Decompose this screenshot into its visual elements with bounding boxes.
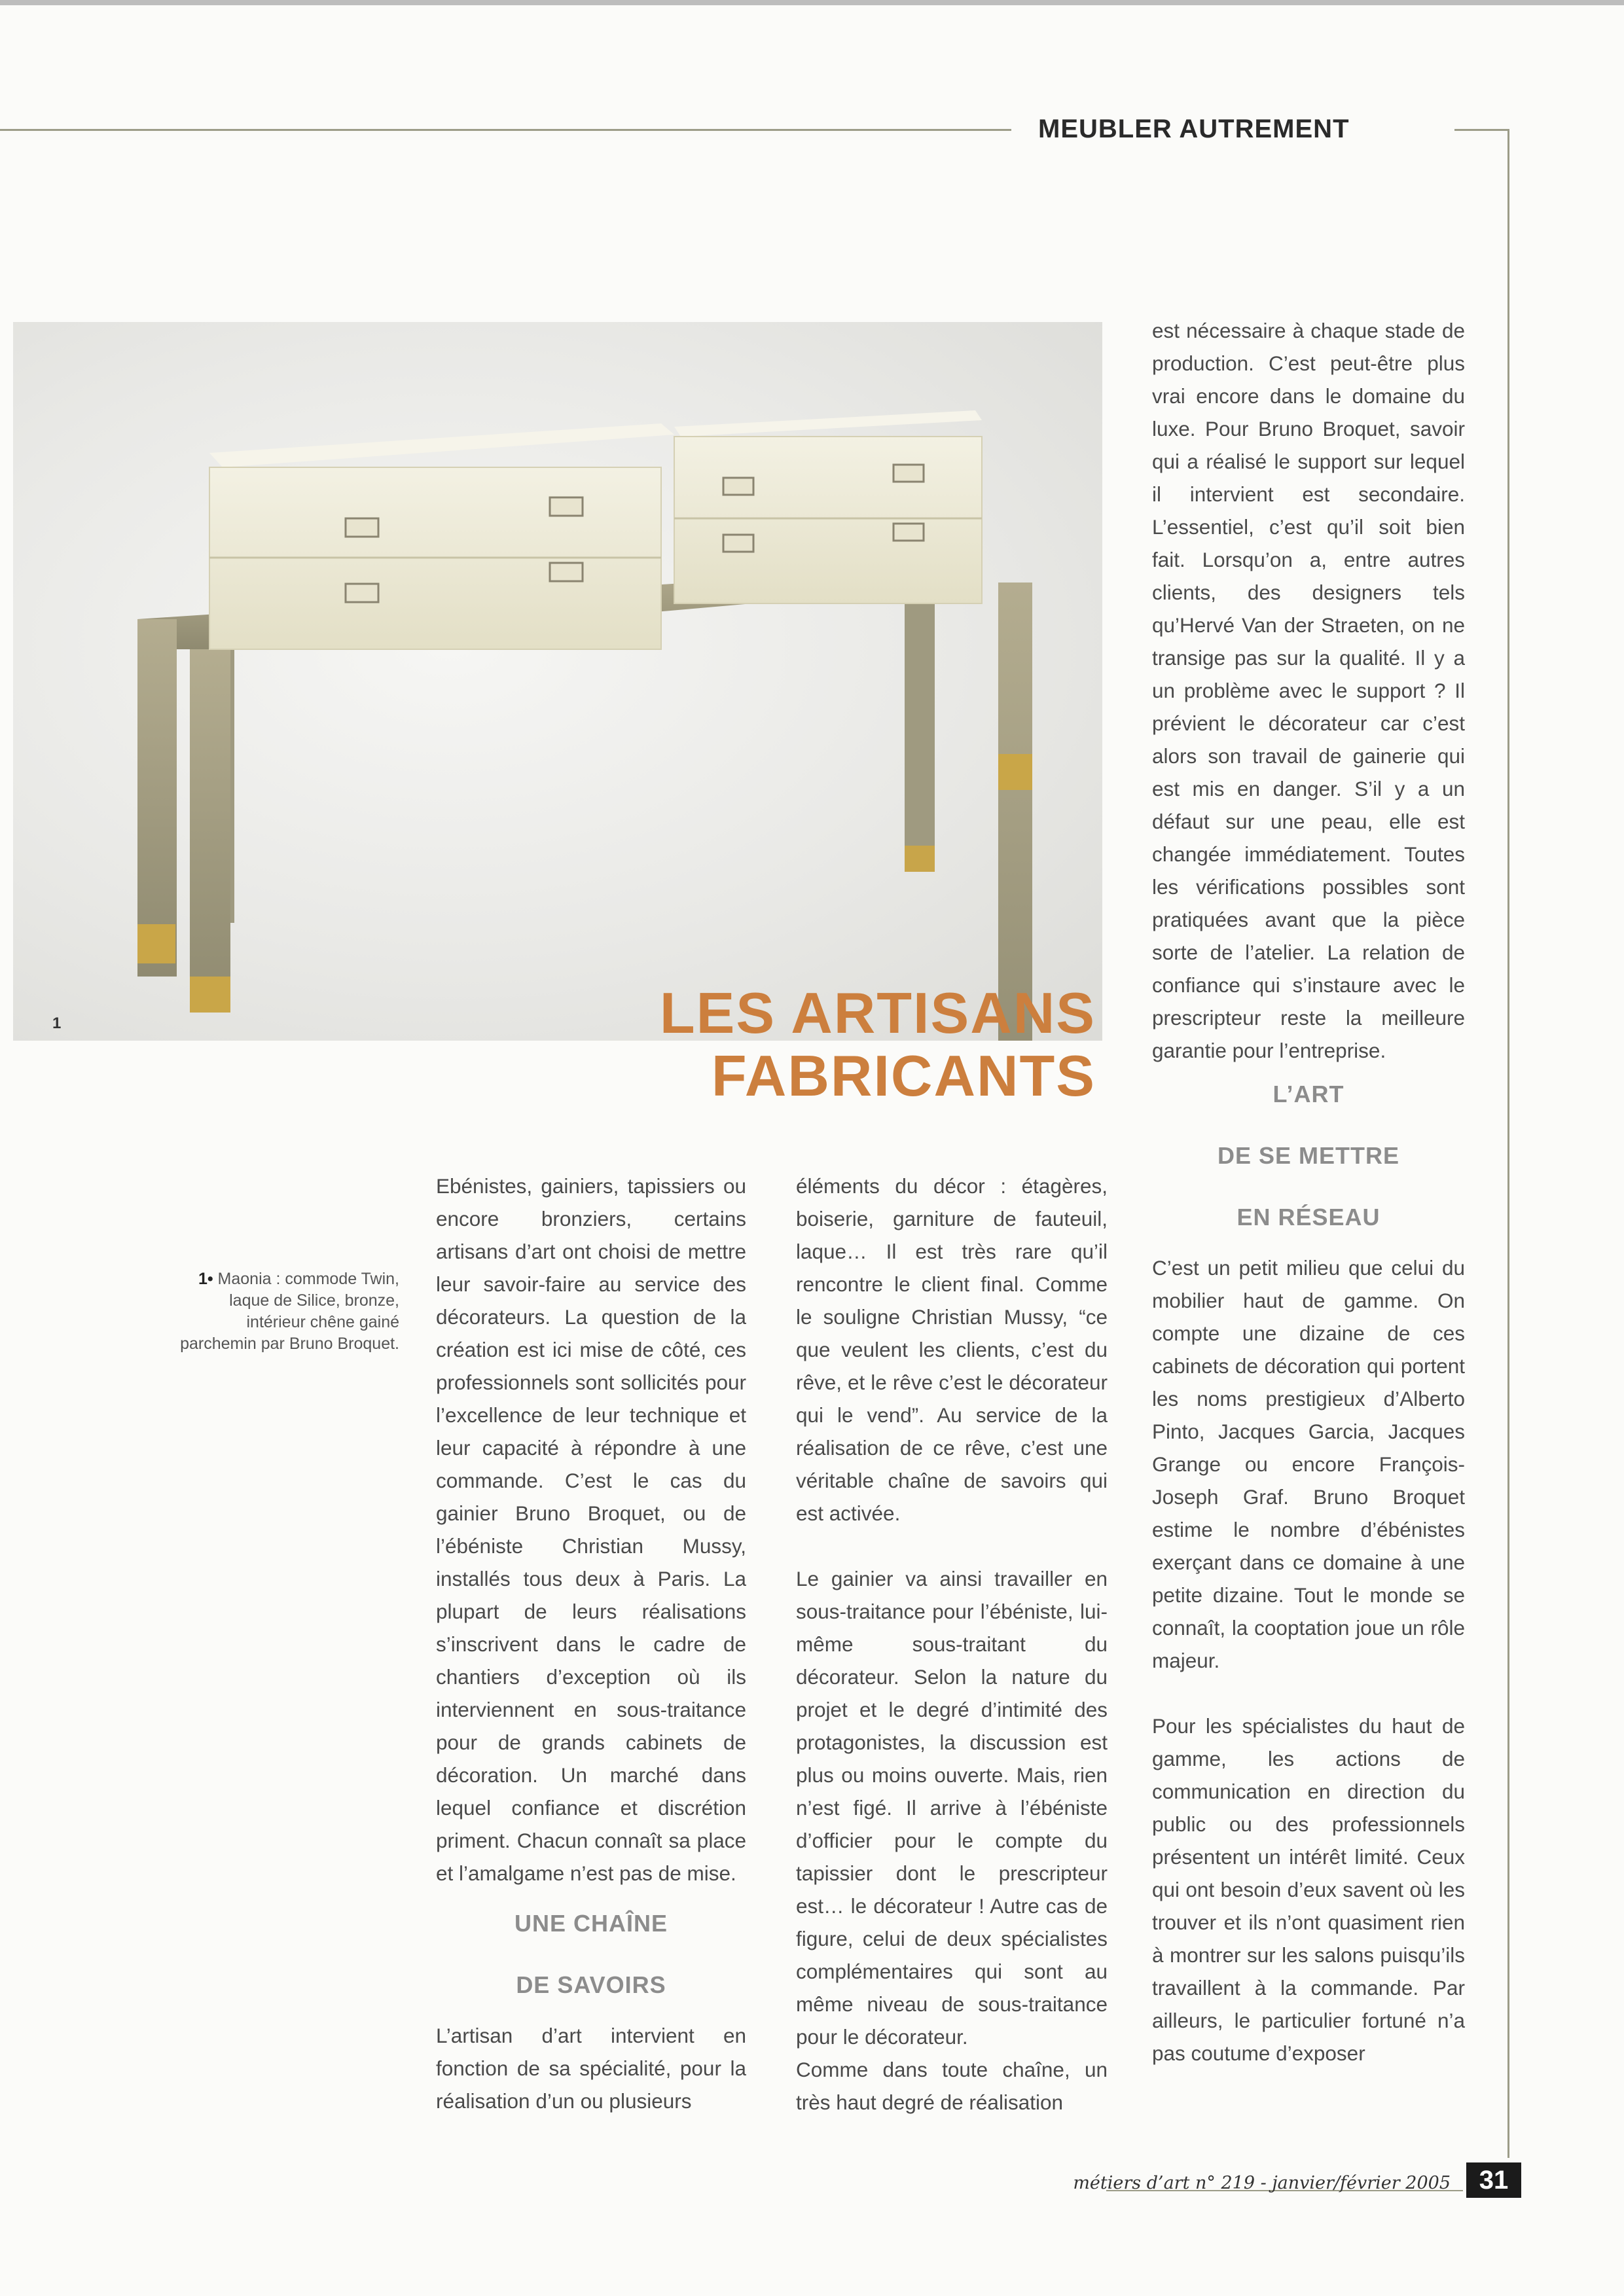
paragraph: est nécessaire à chaque stade de production. C’est peut-être plus vrai encore dans le domaine du luxe. Pour Bruno Broquet, savoir qui a réalisé le support sur lequel il intervient est secondaire. L’essentiel, c’est qu’il soit bien fait. Lorsqu’on a, entre autres clients, des designers tels qu’Hervé Van der Straeten, on ne transige pas sur la qualité. Il y a un problème avec le support ? Il prévient le décorateur car c’est alors son travail de gainerie qui est mis en danger. S’il y a un défaut sur une peau, elle est changée immédiatement. Toutes les vérifications possibles sont pratiquées avant que la pièce sorte de l’atelier. La relation de confiance qui s’instaure avec le prescripteur reste la meilleure garantie pour l’entreprise. [1152, 319, 1465, 1062]
article-column-2 [796, 1170, 1108, 2119]
caption-number: 1• [198, 1270, 213, 1288]
article-headline [660, 982, 1096, 1107]
paragraph: Comme dans toute chaîne, un très haut degré de réalisation [796, 2058, 1108, 2114]
article-column-3 [1152, 314, 1465, 2070]
paragraph: L’artisan d’art intervient en fonction de sa spécialité, pour la réalisation d’un ou plusieurs [436, 2024, 746, 2113]
subheading-line: UNE CHAÎNE [514, 1910, 668, 1937]
furniture-photo [13, 322, 1102, 1041]
subheading-line: DE SAVOIRS [516, 1971, 666, 1998]
subheading-line: EN RÉSEAU [1236, 1204, 1380, 1230]
section-title: MEUBLER AUTREMENT [1034, 115, 1354, 144]
headline-line-1: LES ARTISANS [659, 980, 1096, 1045]
caption-text: Maonia : commode Twin, laque de Silice, bronze, intérieur chêne gainé parchemin par Bruno Broquet. [180, 1270, 399, 1353]
headline-line-2: FABRICANTS [711, 1043, 1096, 1108]
footer-issue: métiers d’art n° 219 - janvier/février 2005 [1073, 2173, 1451, 2193]
page-number: 31 [1466, 2162, 1521, 2198]
paragraph: C’est un petit milieu que celui du mobilier haut de gamme. On compte une dizaine de ces cabinets de décoration qui portent les noms prestigieux d’Alberto Pinto, Jacques Garcia, Jacques Grange ou encore François-Joseph Graf. Bruno Broquet estime le nombre d’ébénistes exerçant dans ce domaine à une petite dizaine. Tout le monde se connaît, la cooptation joue un rôle majeur. [1152, 1256, 1465, 1672]
top-edge [0, 0, 1624, 5]
subheading-line: DE SE METTRE [1217, 1142, 1400, 1169]
front-left-leg [190, 649, 230, 1013]
rear-right-leg [905, 564, 935, 865]
paragraph: Pour les spécialistes du haut de gamme, les actions de communication en direction du public ou des professionnels présentent un intérêt limité. Ceux qui ont besoin d’eux savent où les trouver et ils n’ont quasiment rien à montrer sur les salons puisqu’ils travaillent à la commande. Par ailleurs, le particulier fortuné n’a pas coutume d’exposer [1152, 1714, 1465, 2065]
commode-illustration [13, 322, 1102, 1041]
frame-rule [1507, 129, 1509, 2158]
paragraph: éléments du décor : étagères, boiserie, garniture de fauteuil, laque… Il est très rare qu’il rencontre le client final. Comme le souligne Christian Mussy, “ce que veulent les clients, c’est du rêve, et le rêve c’est le décorateur qui le vend”. Au service de la réalisation de ce rêve, c’est une véritable chaîne de savoirs qui est activée. [796, 1174, 1108, 1525]
subheading-line: L’ART [1272, 1081, 1344, 1107]
right-foot [998, 754, 1032, 790]
front-right-leg [998, 583, 1032, 1041]
right-drawer-unit [674, 437, 982, 603]
photo-caption [177, 1268, 399, 1355]
figure-number: 1 [52, 1014, 62, 1032]
paragraph: Ebénistes, gainiers, tapissiers ou encore bronziers, certains artisans d’art ont choisi de mettre leur savoir-faire au service des décorateurs. La question de la création est ici mise de côté, ces professionnels sont sollicités pour l’excellence de leur technique et leur capacité à répondre à une commande. C’est le cas du gainier Bruno Broquet, ou de l’ébéniste Christian Mussy, installés tous deux à Paris. La plupart de leurs réalisations s’inscrivent dans le cadre de chantiers d’exception où ils interviennent en sous-traitance pour de grands cabinets de décoration. Un marché dans lequel confiance et discrétion priment. Chacun connaît sa place et l’amalgame n’est pas de mise. [436, 1174, 746, 1885]
header-rule-right [1454, 129, 1509, 131]
left-foot [190, 977, 230, 1013]
handle-icon [346, 518, 378, 537]
header-rule [0, 129, 1011, 131]
paragraph: Le gainier va ainsi travailler en sous-traitance pour l’ébéniste, lui-même sous-traitant du décorateur. Selon la nature du projet et le degré d’intimité des protagonistes, la discussion est plus ou moins ouverte. Mais, rien n’est figé. Il arrive à l’ébéniste d’officier pour le compte du tapissier dont le prescripteur est… le décorateur ! Autre cas de figure, celui de deux spécialistes complémentaires qui sont au même niveau de sous-traitance pour le décorateur. [796, 1567, 1108, 2049]
article-column-1 [436, 1170, 746, 2117]
